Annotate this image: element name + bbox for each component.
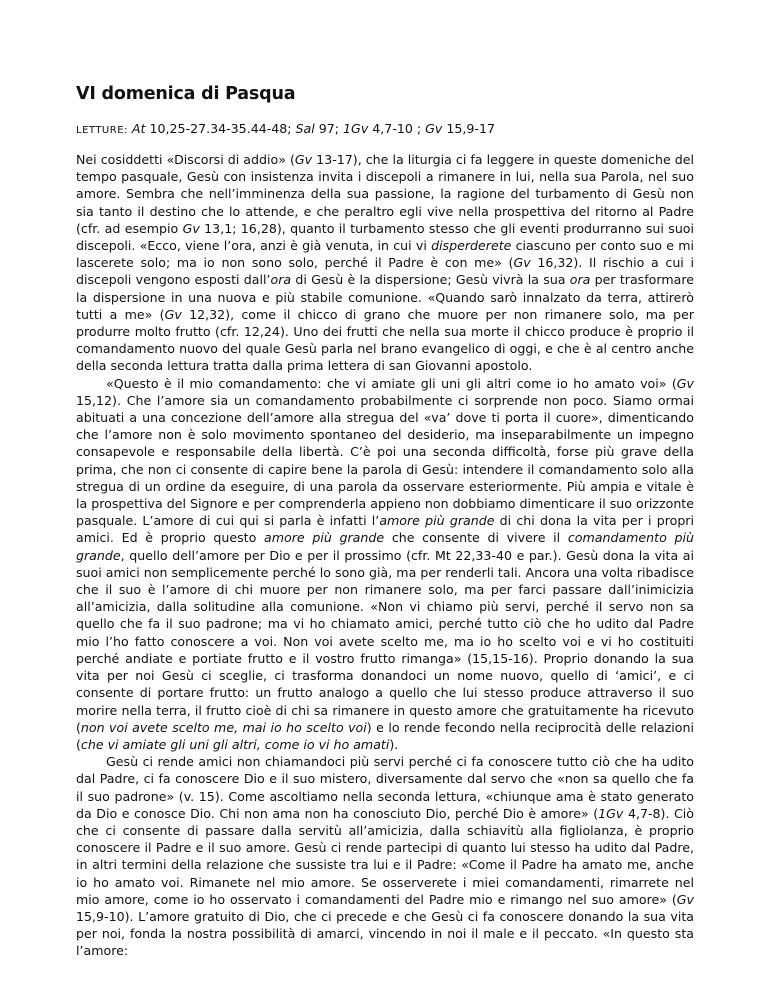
text-run: , quello dell’amore per Dio e per il prossimo (cfr. Mt 22,33-40 e par.). Gesù dona la vita ai suoi amici non semplicemente perché lo sono già, ma per renderli tali. Ancora una volta ribadisce che il suo è l’amore di chi muore per non rimanere solo, ma per farci passare dall’inimicizia all’amicizia, dalla solitudine alla comunione. «Non vi chiamo più servi, perché il servo non sa quello che fa il suo padrone; ma vi ho chiamato amici, perché tutto ciò che ho udito dal Padre mio l’ho fatto conoscere a voi. Non voi avete scelto me, ma io ho scelto voi e vi ho costituiti perché andiate e portiate frutto e il vostro frutto rimanga» (15,15-16). Proprio donando la sua vita per noi Gesù ci sceglie, ci trasforma donandoci un nome nuovo, quello di ‘amici’, e ci consente di portare frutto: un frutto analogo a quello che lui stesso produce attraverso il suo morire nella terra, il frutto cioè di chi sa rimanere in questo amore che gratuitamente ha ricevuto ( [76, 547, 694, 735]
text-run: di chi dona la vita per i propri amici. Ed è proprio questo [76, 513, 694, 546]
italic-text-run: ora [270, 272, 292, 288]
text-run: che consente di vivere il [384, 530, 568, 546]
italic-text-run: Gv [182, 220, 200, 236]
paragraph [76, 753, 694, 959]
text-run: di Gesù è la dispersione; Gesù vivrà la sua [291, 272, 570, 288]
italic-text-run: 1Gv [343, 121, 369, 136]
text-run: Nei cosiddetti «Discorsi di addio» ( [76, 152, 295, 167]
text-run: 97; [314, 121, 344, 136]
italic-text-run: disperderete [431, 238, 512, 254]
italic-text-run: At [131, 121, 146, 136]
italic-text-run: ora [569, 272, 591, 288]
italic-text-run: Gv [676, 375, 694, 391]
text-run: 16,32). Il rischio a cui i discepoli vengono esposti dall’ [76, 255, 694, 288]
italic-text-run: Gv [676, 891, 694, 907]
italic-text-run: Gv [294, 152, 313, 167]
text-run: 4,7-8). Ciò che ci consente di passare dalla servitù all’amicizia, dalla schiavitù alla figliolanza, è proprio conoscere il Padre e il suo amore. Gesù ci rende partecipi di quanto lui stesso ha udito dal Padre, in altri termini della relazione che sussiste tra lui e il Padre: «Come il Padre ha amato me, anche io ho amato voi. Rimanete nel mio amore. Se osserverete i miei comandamenti, rimarrete nel mio amore, come io ho osservato i comandamenti del Padre mio e rimango nel suo amore» ( [76, 805, 694, 907]
text-run: «Questo è il mio comandamento: che vi amiate gli uni gli altri come io ho amato voi» ( [106, 375, 677, 391]
text-run: Gesù ci rende amici non chiamandoci più servi perché ci fa conoscere tutto ciò che ha udito dal Padre, ci fa conoscere Dio e il suo mistero, diversamente dal servo che «non sa quello che fa il suo padrone» (v. 15). Come ascoltiamo nella seconda lettura, «chiunque ama è stato generato da Dio e conosce Dio. Chi non ama non ha conosciuto Dio, perché Dio è amore» ( [76, 754, 694, 821]
italic-text-run: Sal [295, 121, 315, 136]
text-run: 13,1; 16,28), quanto il turbamento stesso che gli eventi produrranno sui suoi discepoli. «Ecco, viene l’ora, anzi è già venuta, in cui vi [76, 220, 695, 254]
text-run: per trasformare la dispersione in una nuova e più stabile comunione. «Quando sarò innalzato da terra, attirerò tutti a me» ( [76, 272, 694, 322]
italic-text-run: 1Gv [598, 805, 624, 821]
italic-text-run: Gv [164, 306, 182, 322]
text-run: 15,9-10). L’amore gratuito di Dio, che ci precede e che Gesù ci fa conoscere donando la sua vita per noi, fonda la nostra possibilità di amarci, vincendo in noi il male e il peccato. «In questo sta l’amore: [76, 908, 694, 959]
text-run: 15,12). Che l’amore sia un comandamento probabilmente ci sorprende non poco. Siamo ormai abituati a una concezione dell’amore alla stregua del «va’ dove ti porta il cuore», dimenticando che l’amore non è solo movimento spontaneo del desiderio, ma inseparabilmente un impegno consapevole e responsabile della libertà. C’è poi una seconda difficoltà, forse più grave della prima, che non ci consente di capire bene la parola di Gesù: intendere il comandamento solo alla stregua di un ordine da eseguire, di una parola da osservare esteriormente. Più ampia e vitale è la prospettiva del Signore e per comprenderla appieno non dobbiamo dimenticare il suo orizzonte pasquale. L’amore di cui qui si parla è infatti l’ [76, 392, 694, 529]
italic-text-run: non voi avete scelto me, mai io ho scelto voi [80, 719, 367, 735]
text-run: ). [389, 736, 399, 752]
paragraph [76, 151, 694, 375]
italic-text-run: amore più grande [379, 513, 495, 529]
italic-text-run: che vi amiate gli uni gli altri, come io vi ho amati [80, 736, 390, 752]
body-text [76, 151, 694, 960]
text-run: ) e lo rende fecondo nella reciprocità delle relazioni ( [76, 719, 694, 752]
text-run: 15,9-17 [442, 121, 495, 136]
text-run: 12,32), come il chicco di grano che muore per non rimanere solo, ma per produrre molto frutto (cfr. 12,24). Uno dei frutti che nella sua morte il chicco produce è proprio il comandamento nuovo del quale Gesù parla nel brano evangelico di oggi, e che è al centro anche della seconda lettura tratta dalla prima lettera di san Giovanni apostolo. [76, 306, 695, 374]
readings-line [76, 121, 495, 136]
page-title: VI domenica di Pasqua [76, 84, 296, 104]
text-run: ciascuno per conto suo e mi lascerete solo; ma io non sono solo, perché il Padre è con me» ( [76, 238, 694, 271]
readings-label: LETTURE: [76, 125, 128, 136]
italic-text-run: Gv [425, 121, 443, 136]
italic-text-run: amore più grande [264, 530, 385, 546]
paragraph [76, 375, 694, 753]
italic-text-run: Gv [513, 255, 531, 271]
text-run: 13-17), che la liturgia ci fa leggere in queste domeniche del tempo pasquale, Gesù con insistenza invita i discepoli a rimanere in lui, nella sua Parola, nel suo amore. Sembra che nell’imminenza della sua passione, la ragione del turbamento di Gesù non sia tanto il destino che lo attende, e che peraltro egli vive nella prospettiva del ritorno al Padre (cfr. ad esempio [76, 152, 694, 236]
italic-text-run: comandamento più grande [76, 530, 694, 563]
text-run: 10,25-27.34-35.44-48; [145, 121, 296, 136]
text-run: 4,7-10 ; [368, 121, 426, 136]
readings-refs [132, 121, 495, 136]
